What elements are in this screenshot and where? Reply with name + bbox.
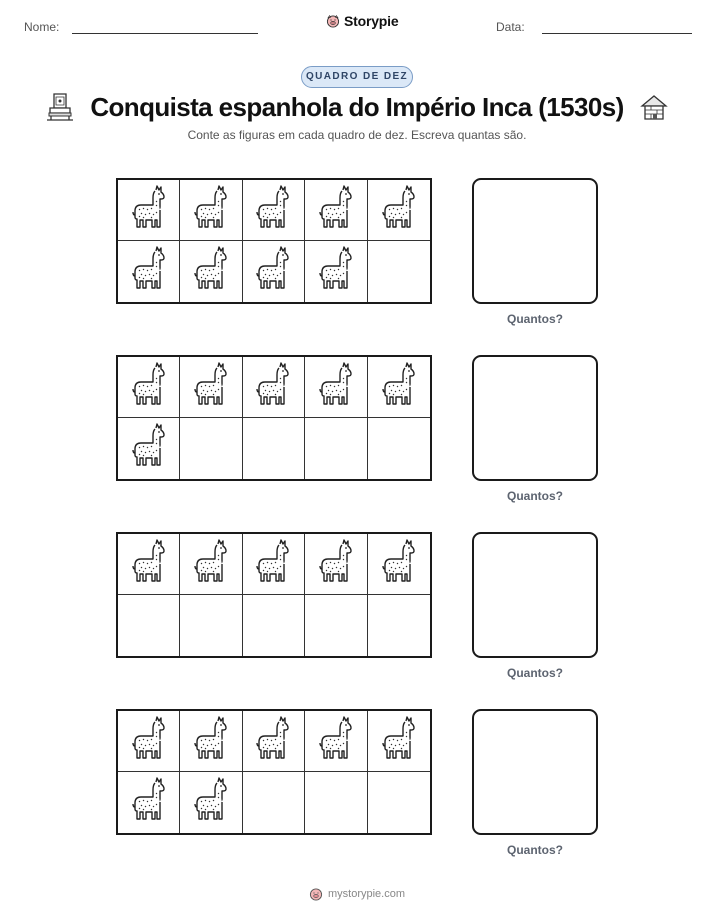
quantos-label: Quantos? (507, 489, 563, 503)
ten-frame-cell (243, 418, 305, 479)
ten-frame-cell (305, 595, 367, 656)
ten-frame-cell (118, 772, 180, 833)
ten-frame-cell (368, 595, 430, 656)
llama-icon (253, 716, 293, 767)
llama-icon (253, 246, 293, 297)
ten-frame-cell (368, 711, 430, 772)
ten-frame-cell (243, 241, 305, 302)
ten-frame-cell (180, 418, 242, 479)
ten-frame-cell (243, 180, 305, 241)
ten-frame-cell (243, 711, 305, 772)
ten-frame-cell (118, 595, 180, 656)
llama-icon (191, 185, 231, 236)
ten-frame-cell (118, 418, 180, 479)
ten-frame-cell (368, 357, 430, 418)
llama-icon (316, 539, 356, 590)
ten-frame-cell (243, 357, 305, 418)
hut-icon (640, 92, 668, 122)
footer-url: mystorypie.com (327, 888, 406, 900)
llama-icon (379, 185, 419, 236)
ten-frame (116, 709, 432, 835)
date-label: Data: (496, 20, 525, 34)
ten-frame (116, 532, 432, 658)
llama-icon (253, 185, 293, 236)
llama-icon (129, 246, 169, 297)
footer (0, 887, 714, 901)
llama-icon (379, 716, 419, 767)
brand-name: Storypie (344, 13, 399, 29)
ten-frame-cell (368, 418, 430, 479)
llama-icon (129, 716, 169, 767)
ten-frame-cell (180, 534, 242, 595)
ten-frame-cell (305, 241, 367, 302)
llama-icon (191, 362, 231, 413)
llama-icon (129, 185, 169, 236)
ten-frame-cell (368, 180, 430, 241)
ten-frame-cell (243, 595, 305, 656)
instructions: Conte as figuras em cada quadro de dez. Escreva quantas são. (187, 128, 527, 142)
llama-icon (129, 539, 169, 590)
llama-icon (253, 539, 293, 590)
llama-icon (129, 423, 169, 474)
llama-icon (316, 246, 356, 297)
llama-icon (191, 246, 231, 297)
ten-frame-cell (305, 180, 367, 241)
llama-icon (191, 539, 231, 590)
ten-frame-cell (305, 772, 367, 833)
ten-frame-cell (180, 772, 242, 833)
ten-frame-cell (305, 534, 367, 595)
llama-icon (316, 362, 356, 413)
ten-frame-cell (180, 595, 242, 656)
llama-icon (253, 362, 293, 413)
ten-frame (116, 355, 432, 481)
ten-frame-cell (118, 711, 180, 772)
ten-frame-cell (118, 357, 180, 418)
answer-box[interactable] (472, 532, 598, 658)
llama-icon (191, 777, 231, 828)
name-line (72, 33, 258, 34)
ten-frame-cell (243, 534, 305, 595)
quantos-label: Quantos? (507, 312, 563, 326)
ten-frame-cell (305, 418, 367, 479)
ten-frame-cell (118, 180, 180, 241)
ten-frame (116, 178, 432, 304)
ten-frame-cell (368, 534, 430, 595)
llama-icon (129, 777, 169, 828)
ten-frame-cell (368, 772, 430, 833)
llama-icon (316, 185, 356, 236)
pig-icon (309, 887, 323, 901)
ten-frame-cell (118, 534, 180, 595)
answer-box[interactable] (472, 355, 598, 481)
pig-icon (326, 14, 340, 28)
ten-frame-cell (243, 772, 305, 833)
quantos-label: Quantos? (507, 843, 563, 857)
ten-frame-cell (118, 241, 180, 302)
name-label: Nome: (24, 20, 60, 34)
page-title: Conquista espanhola do Império Inca (1530s) (90, 92, 624, 122)
llama-icon (191, 716, 231, 767)
answer-box[interactable] (472, 709, 598, 835)
ten-frame-cell (180, 711, 242, 772)
llama-icon (316, 716, 356, 767)
ten-frame-cell (180, 357, 242, 418)
llama-icon (379, 362, 419, 413)
ten-frame-cell (305, 357, 367, 418)
ten-frame-cell (180, 180, 242, 241)
ten-frame-cell (368, 241, 430, 302)
ten-frame-cell (180, 241, 242, 302)
quantos-label: Quantos? (507, 666, 563, 680)
llama-icon (129, 362, 169, 413)
worksheet-type-badge: QUADRO DE DEZ (301, 66, 413, 88)
ten-frame-cell (305, 711, 367, 772)
date-line (542, 33, 692, 34)
brand-logo (326, 13, 398, 29)
answer-box[interactable] (472, 178, 598, 304)
llama-icon (379, 539, 419, 590)
